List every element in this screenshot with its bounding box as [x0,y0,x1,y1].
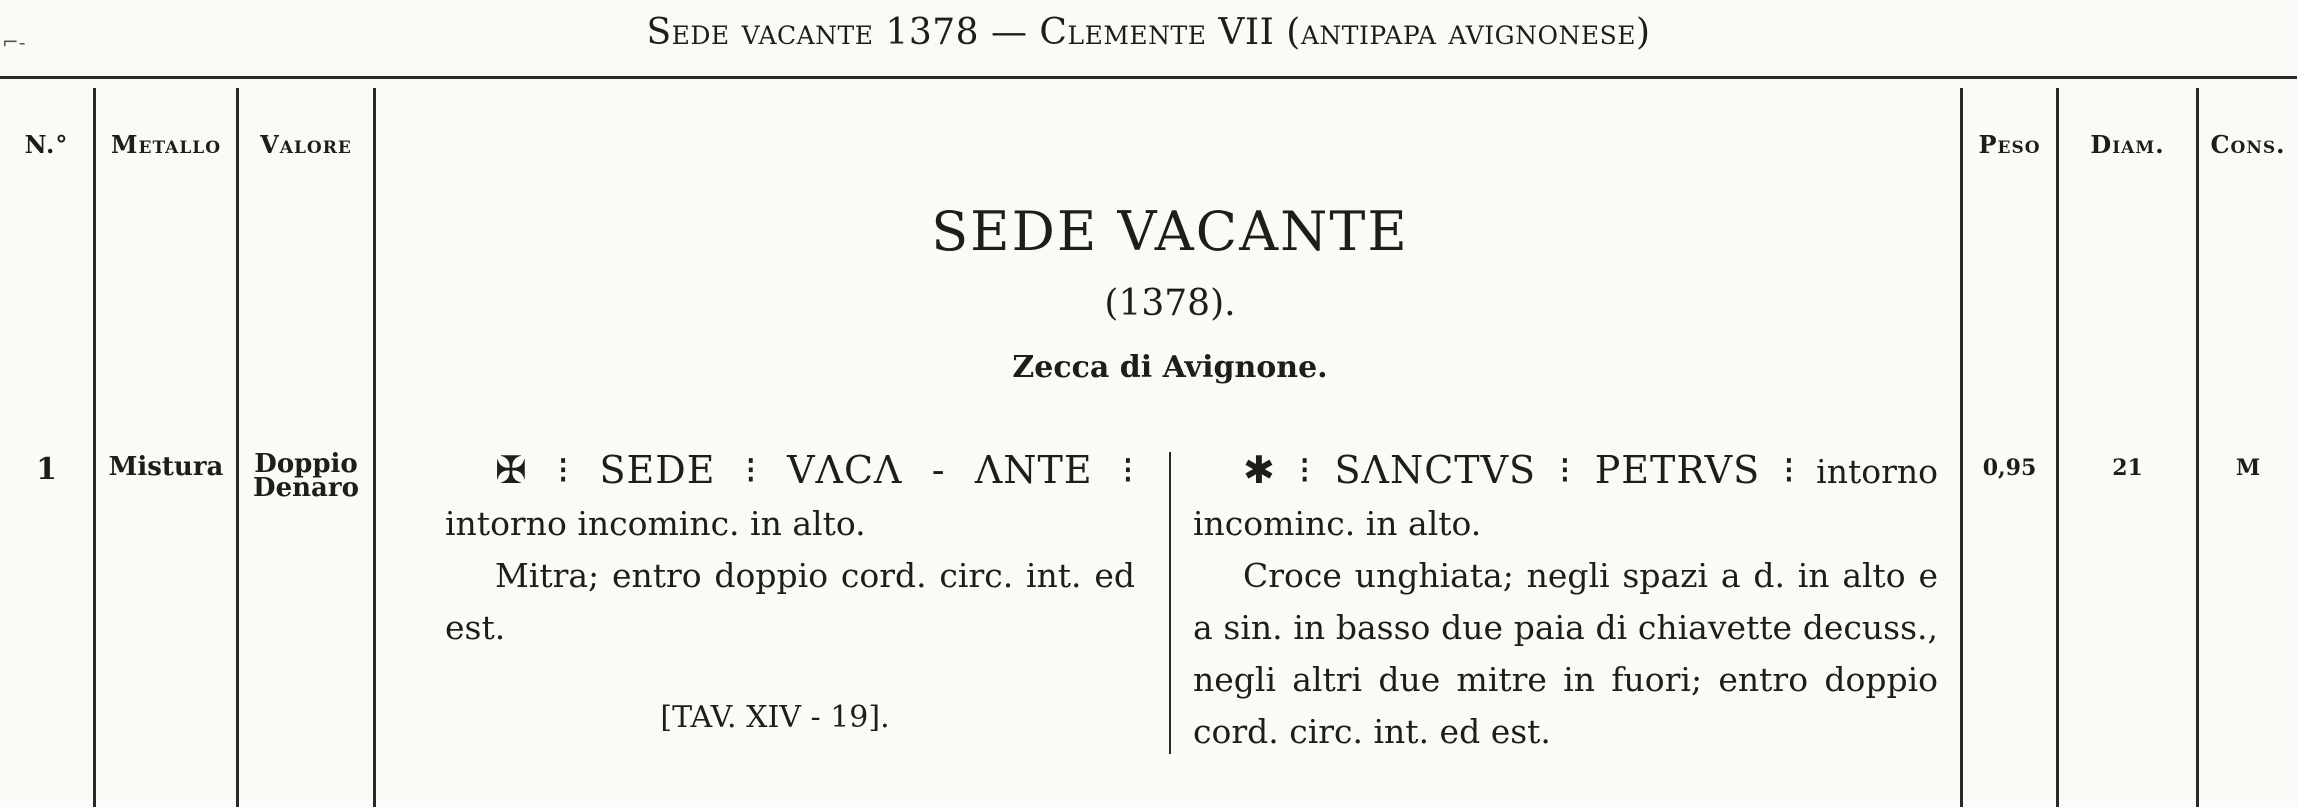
obverse-para-2: Mitra; entro doppio cord. circ. int. ed est. [445,556,1135,647]
entry-value-line2: Denaro [253,473,359,503]
reverse-description [1193,444,1938,758]
col-rule-4 [1960,88,1963,807]
obverse-legend: ✠ ⁝ SEDE ⁝ VΛCΛ - ΛNTE ⁝ [495,448,1135,492]
section-title: SEDE VACANTE [931,200,1409,263]
obverse-description [445,444,1135,654]
plate-reference: [TAV. XIV - 19]. [660,700,890,735]
entry-condition: M [2235,455,2261,481]
obverse-text1: intorno incominc. in alto. [445,504,866,543]
entry-weight: 0,95 [1982,455,2037,481]
entry-metal: Mistura [108,452,224,482]
reverse-legend: ✱ ⁝ SΛNCTVS ⁝ PETRVS ⁝ [1243,448,1796,492]
entry-value [239,449,373,503]
header-num: N.° [24,130,69,159]
header-diameter: Diam. [2090,130,2165,159]
header-weight: Peso [1978,130,2041,159]
reverse-text1: intorno incominc. in alto. [1193,452,1938,543]
section-year: (1378). [1104,283,1236,324]
col-rule-3 [373,88,376,807]
col-rule-6 [2196,88,2199,807]
running-head: Sede vacante 1378 — Clemente VII (antipapa avignonese) [646,12,1651,53]
header-metal: Metallo [110,130,222,159]
entry-value-line1: Doppio [254,449,358,479]
entry-diameter: 21 [2112,455,2143,481]
col-rule-1 [93,88,96,807]
corner-mark: ⌐- [2,30,26,54]
reverse-para-1 [1193,444,1938,550]
col-rule-5 [2056,88,2059,807]
entry-number: 1 [36,452,57,487]
header-value: Valore [260,130,352,159]
reverse-para-2: Croce unghiata; negli spazi a d. in alto e a sin. in basso due paia di chiavette decuss., negli altri due mitre in fuori; entro doppio cord. circ. int. ed est. [1193,556,1938,751]
table-top-rule [0,76,2297,79]
header-condition: Cons. [2210,130,2286,159]
section-mint: Zecca di Avignone. [1012,350,1328,385]
col-rule-2 [236,88,239,807]
obverse-para-1 [445,444,1135,550]
